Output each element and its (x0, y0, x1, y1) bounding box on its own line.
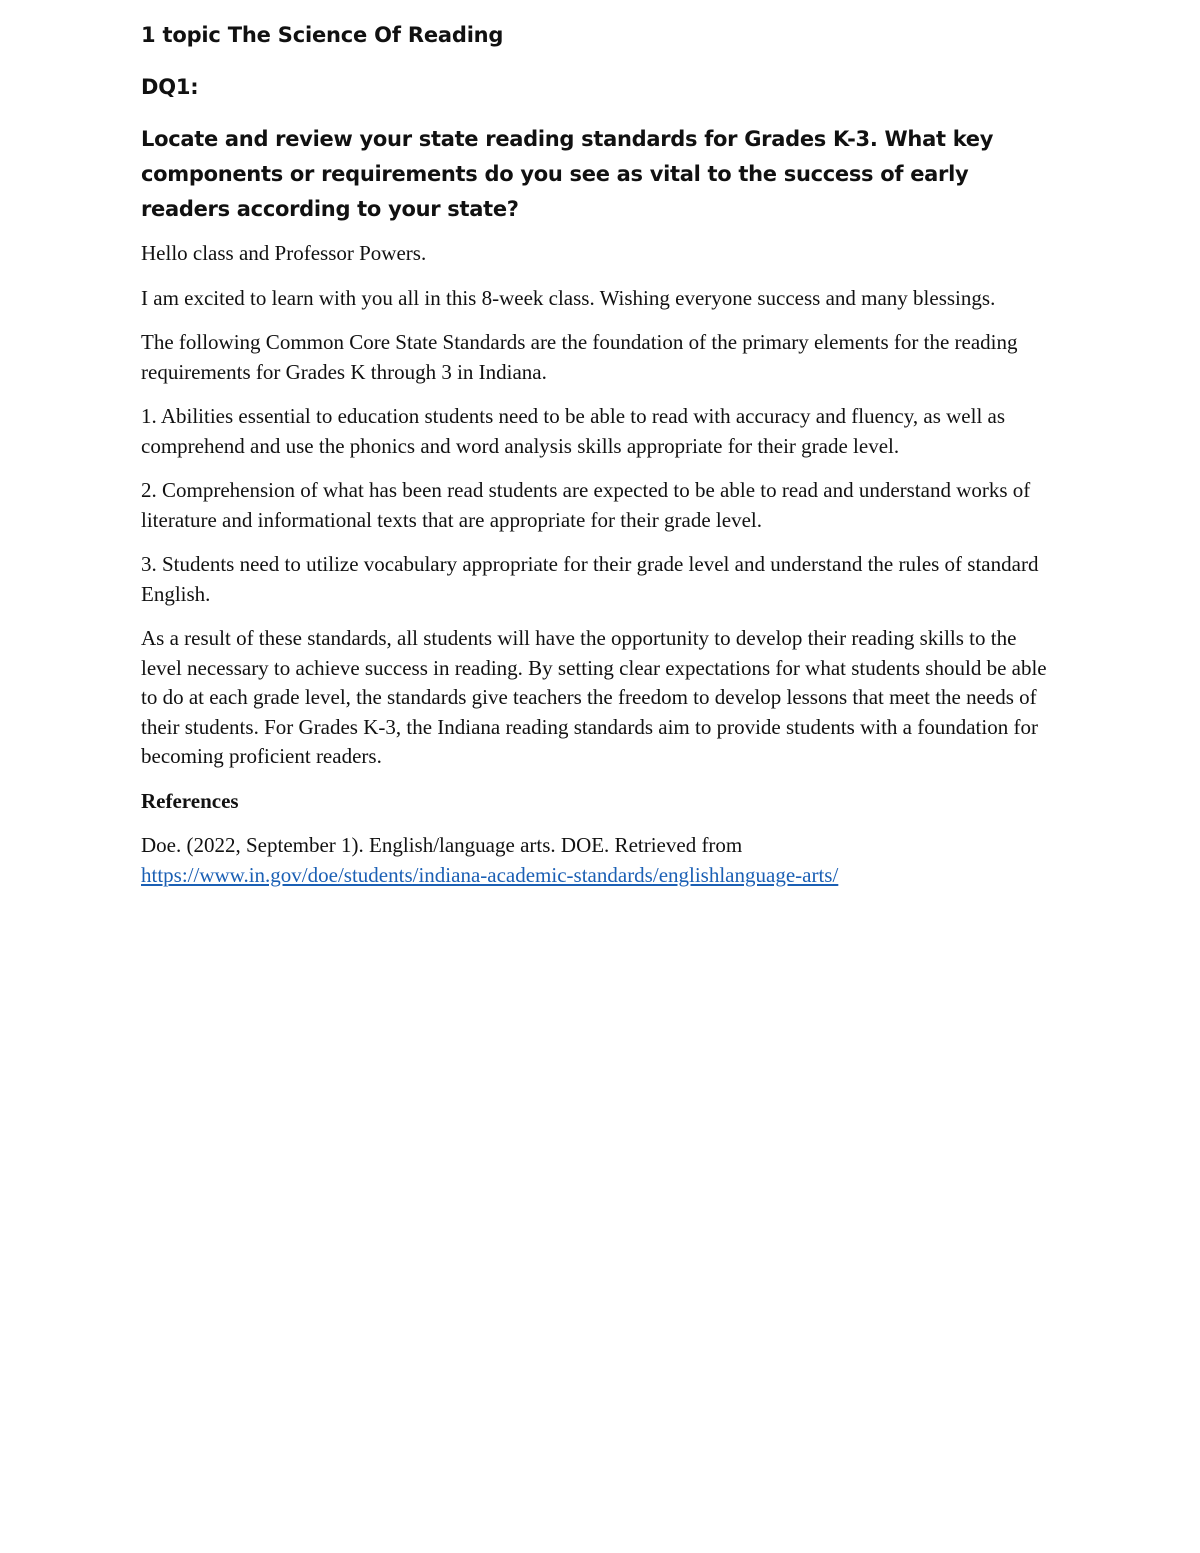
standards-intro-paragraph: The following Common Core State Standards are the foundation of the primary elements for the reading requirements for Grades K through 3 in Indiana. (141, 330, 1018, 384)
document-page (141, 18, 1061, 890)
reference-link[interactable]: https://www.in.gov/doe/students/indiana-academic-standards/englishlanguage-arts/ (141, 862, 839, 887)
standard-item-1: 1. Abilities essential to education students need to be able to read with accuracy and fluency, as well as comprehend and use the phonics and word analysis skills appropriate for their grade level. (141, 404, 1006, 458)
reference-citation: Doe. (2022, September 1). English/language arts. DOE. Retrieved from (141, 833, 743, 857)
greeting-paragraph: Hello class and Professor Powers. (141, 241, 427, 265)
document-title: 1 topic The Science Of Reading (141, 23, 504, 47)
standard-item-3: 3. Students need to utilize vocabulary appropriate for their grade level and understand the rules of standard English. (141, 552, 1039, 606)
discussion-question: Locate and review your state reading standards for Grades K-3. What key components or requirements do you see as vital to the success of early readers according to your state? (141, 127, 994, 221)
references-heading: References (141, 788, 239, 813)
conclusion-paragraph: As a result of these standards, all students will have the opportunity to develop their reading skills to the level necessary to achieve success in reading. By setting clear expectations for what students should be able to do at each grade level, the standards give teachers the freedom to develop lessons that meet the needs of their students. For Grades K-3, the Indiana reading standards aim to provide students with a foundation for becoming proficient readers. (141, 626, 1047, 768)
discussion-question-label: DQ1: (141, 75, 199, 99)
standard-item-2: 2. Comprehension of what has been read students are expected to be able to read and understand works of literature and informational texts that are appropriate for their grade level. (141, 478, 1031, 532)
intro-paragraph: I am excited to learn with you all in this 8-week class. Wishing everyone success and many blessings. (141, 285, 996, 310)
reference-entry (141, 831, 1061, 890)
